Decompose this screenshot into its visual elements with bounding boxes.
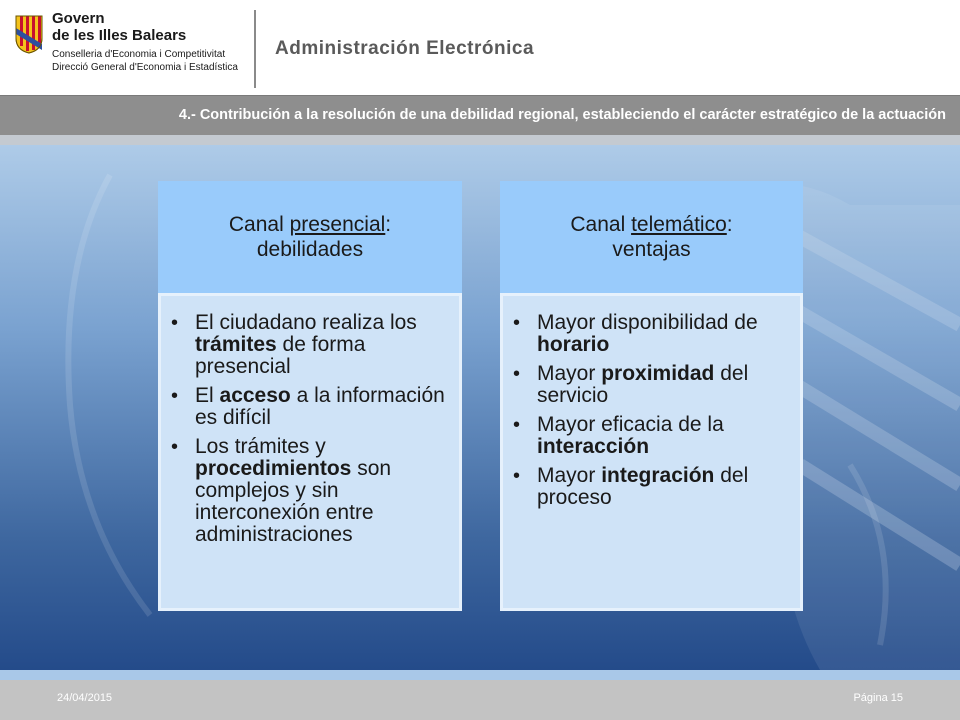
department-line-2: Direcció General d'Economia i Estadística bbox=[52, 61, 238, 73]
item-text: Mayor eficacia de la bbox=[537, 413, 724, 436]
header bbox=[0, 0, 960, 95]
right-title-underlined: telemático bbox=[631, 213, 727, 236]
item-bold: integración bbox=[601, 464, 715, 487]
item-text: del proceso bbox=[537, 464, 749, 509]
right-title-colon: : bbox=[726, 213, 733, 236]
item-text: del servicio bbox=[537, 362, 749, 407]
left-title-colon: : bbox=[385, 213, 392, 236]
item-bold: horario bbox=[537, 333, 610, 356]
left-title-underlined: presencial bbox=[289, 213, 386, 236]
list-item bbox=[195, 385, 449, 429]
slide-content bbox=[0, 145, 960, 670]
list-item bbox=[537, 363, 790, 407]
left-card-header bbox=[158, 181, 462, 293]
left-title-prefix: Canal bbox=[228, 213, 290, 236]
item-text: El bbox=[195, 384, 220, 407]
item-bold: trámites bbox=[195, 333, 277, 356]
left-card-body bbox=[158, 293, 462, 611]
item-text: Mayor bbox=[537, 464, 602, 487]
right-card-list bbox=[503, 296, 800, 509]
right-title-prefix: Canal bbox=[570, 213, 632, 236]
department-name bbox=[52, 49, 238, 74]
item-text: El ciudadano realiza los bbox=[195, 311, 417, 334]
coat-of-arms-logo bbox=[14, 14, 44, 54]
list-item bbox=[537, 465, 790, 509]
list-item bbox=[537, 312, 790, 356]
list-item bbox=[195, 436, 449, 546]
right-card-subtitle: ventajas bbox=[612, 238, 691, 261]
coat-of-arms-watermark bbox=[0, 145, 960, 670]
item-text: a la información es difícil bbox=[195, 384, 445, 429]
header-divider bbox=[254, 10, 256, 88]
right-card-header bbox=[500, 181, 803, 293]
item-text: de forma presencial bbox=[195, 333, 366, 378]
item-bold: proximidad bbox=[601, 362, 715, 385]
app-title: Administración Electrónica bbox=[275, 38, 535, 59]
footer-date: 24/04/2015 bbox=[57, 692, 113, 704]
government-name bbox=[52, 10, 186, 44]
gov-line-2: de les Illes Balears bbox=[52, 27, 187, 44]
footer bbox=[0, 680, 960, 720]
item-text: Los trámites y bbox=[195, 435, 326, 458]
right-card-title bbox=[570, 212, 732, 237]
department-line-1: Conselleria d'Economia i Competitivitat bbox=[52, 49, 226, 60]
left-card-subtitle: debilidades bbox=[256, 238, 364, 261]
page-number: Página 15 bbox=[853, 692, 903, 704]
separator-strip bbox=[0, 135, 960, 145]
footer-strip bbox=[0, 670, 960, 680]
left-card-title bbox=[229, 212, 391, 237]
list-item bbox=[195, 312, 449, 378]
left-card-list bbox=[161, 296, 459, 546]
subtitle-bar bbox=[0, 95, 960, 136]
right-card-body bbox=[500, 293, 803, 611]
slide-subtitle: 4.- Contribución a la resolución de una debilidad regional, estableciendo el carácter estratégico de la actuación bbox=[178, 107, 946, 123]
gov-line-1: Govern bbox=[52, 10, 105, 27]
item-bold: procedimientos bbox=[195, 457, 352, 480]
item-text: Mayor bbox=[537, 362, 602, 385]
item-bold: interacción bbox=[537, 435, 650, 458]
item-text: Mayor disponibilidad de bbox=[537, 311, 758, 334]
list-item bbox=[537, 414, 790, 458]
item-text: son complejos y sin interconexión entre administraciones bbox=[195, 457, 392, 546]
item-bold: acceso bbox=[219, 384, 291, 407]
